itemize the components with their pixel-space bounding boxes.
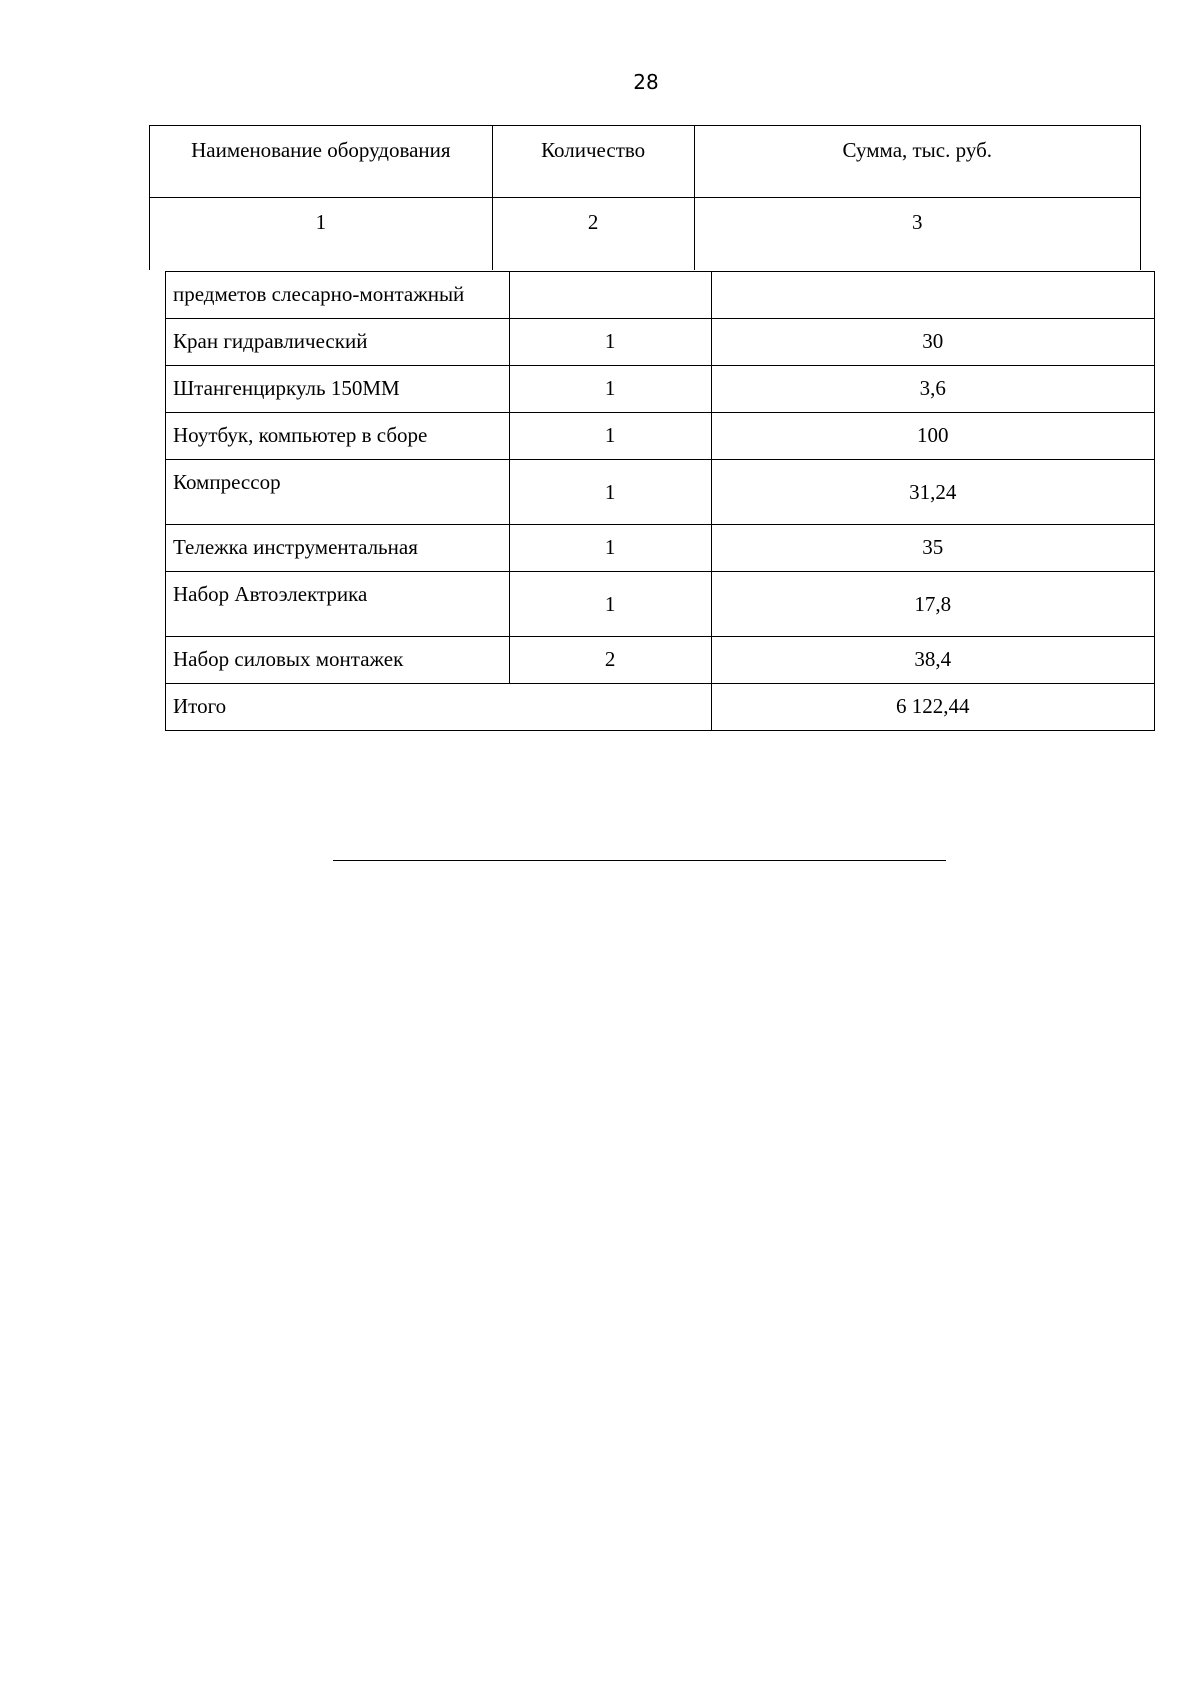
total-row	[166, 684, 1155, 731]
equipment-sum: 38,4	[711, 637, 1155, 684]
table-row	[166, 525, 1155, 572]
column-number: 1	[150, 198, 493, 270]
total-sum: 6 122,44	[711, 684, 1155, 731]
equipment-name: Набор силовых монтажек	[166, 637, 510, 684]
equipment-sum	[711, 272, 1155, 319]
equipment-quantity: 1	[509, 366, 711, 413]
equipment-name: Компрессор	[166, 460, 510, 525]
table-row	[166, 572, 1155, 637]
equipment-name: Штангенциркуль 150ММ	[166, 366, 510, 413]
page-number: 28	[633, 70, 659, 94]
table-header	[149, 125, 1141, 270]
equipment-name: Тележка инструментальная	[166, 525, 510, 572]
total-label: Итого	[166, 684, 510, 731]
table-row	[166, 637, 1155, 684]
equipment-name: Ноутбук, компьютер в сборе	[166, 413, 510, 460]
equipment-sum: 100	[711, 413, 1155, 460]
header-row	[150, 126, 1141, 198]
table-row	[166, 366, 1155, 413]
equipment-quantity: 1	[509, 413, 711, 460]
equipment-table	[165, 271, 1155, 731]
total-quantity-empty	[509, 684, 711, 731]
column-number-row	[150, 198, 1141, 270]
equipment-sum: 30	[711, 319, 1155, 366]
header-equipment-name: Наименование оборудования	[150, 126, 493, 198]
column-number: 2	[492, 198, 694, 270]
equipment-name: предметов слесарно-монтажный	[166, 272, 510, 319]
end-divider-line	[333, 860, 946, 861]
table-row	[166, 272, 1155, 319]
equipment-quantity: 1	[509, 319, 711, 366]
equipment-quantity	[509, 272, 711, 319]
header-sum: Сумма, тыс. руб.	[694, 126, 1140, 198]
equipment-name: Набор Автоэлектрика	[166, 572, 510, 637]
equipment-name: Кран гидравлический	[166, 319, 510, 366]
table-row	[166, 460, 1155, 525]
equipment-quantity: 1	[509, 525, 711, 572]
table-row	[166, 319, 1155, 366]
table-row	[166, 413, 1155, 460]
equipment-sum: 31,24	[711, 460, 1155, 525]
equipment-sum: 17,8	[711, 572, 1155, 637]
equipment-quantity: 1	[509, 572, 711, 637]
header-quantity: Количество	[492, 126, 694, 198]
equipment-sum: 35	[711, 525, 1155, 572]
equipment-quantity: 1	[509, 460, 711, 525]
equipment-sum: 3,6	[711, 366, 1155, 413]
column-number: 3	[694, 198, 1140, 270]
equipment-quantity: 2	[509, 637, 711, 684]
